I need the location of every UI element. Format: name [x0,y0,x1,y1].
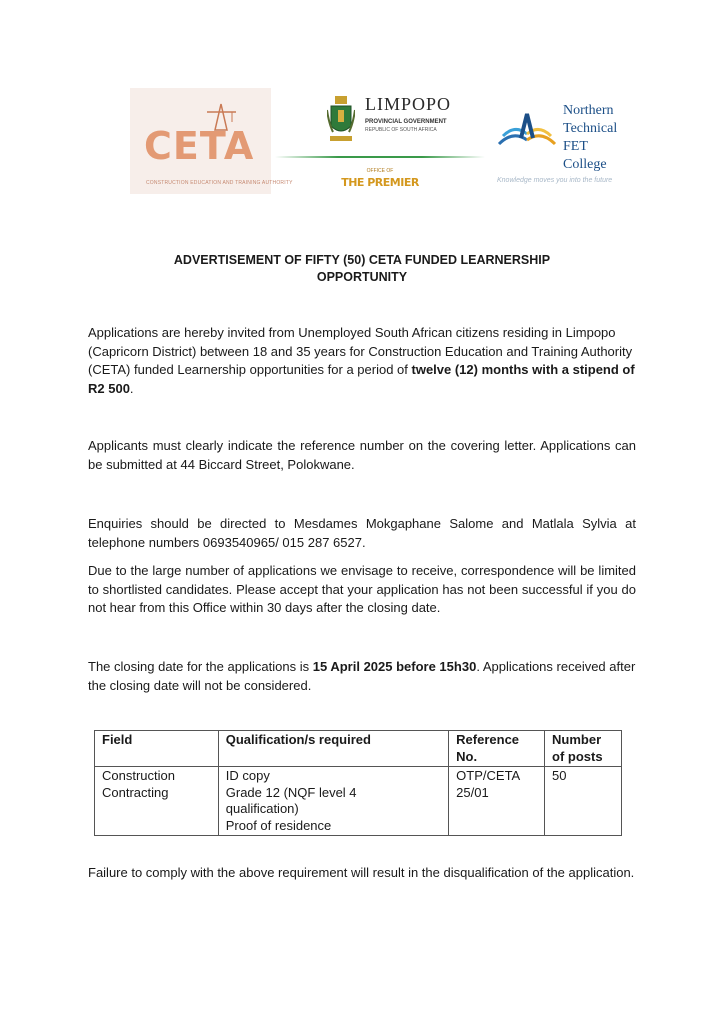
premier-label: THE PREMIER [341,176,419,189]
qualification-line: qualification) [225,801,299,816]
submission-paragraph: Applicants must clearly indicate the reference number on the covering letter. Applications can be submitted at 44 Biccard Street, Polokwane. [88,438,636,472]
correspondence-paragraph: Due to the large number of applications we envisage to receive, correspondence will be limited to shortlisted candidates. Please accept that your application has not been successful if you do not hear from this Office within 30 days after the closing date. [88,563,636,615]
coat-of-arms-icon [327,94,355,144]
header-field: Field [95,731,219,767]
closing-date-paragraph [88,658,636,695]
requirements-table [94,730,622,836]
limpopo-divider [275,156,485,158]
header-logos [130,86,630,201]
table-header-row [95,731,622,767]
title-line-1: ADVERTISEMENT OF FIFTY (50) CETA FUNDED LEARNERSHIP [173,253,551,267]
closing-date-highlight: 15 April 2025 before 15h30 [312,659,477,674]
ceta-logo [130,88,293,194]
college-tagline: Knowledge moves you into the future [497,177,613,184]
limpopo-title: LIMPOPO [365,94,452,114]
header-reference: Reference No. [449,731,545,767]
qualification-line: ID copy [225,768,270,783]
limpopo-subtitle: PROVINCIAL GOVERNMENT [365,119,447,125]
college-name-line: Northern [563,103,614,118]
limpopo-logo [275,86,485,201]
header-qualifications: Qualification/s required [218,731,448,767]
reference-line: OTP/CETA [456,768,521,783]
cell-qualifications [218,767,448,836]
limpopo-country: REPUBLIC OF SOUTH AFRICA [365,127,437,133]
header-posts: Number of posts [545,731,622,767]
cell-reference [449,767,545,836]
intro-paragraph [88,324,636,398]
field-line: Construction [102,768,175,783]
cell-posts: 50 [545,767,622,836]
intro-end: . [129,380,134,396]
ceta-tagline: CONSTRUCTION EDUCATION AND TRAINING AUTHORITY [146,180,293,186]
college-logo [497,98,630,198]
ceta-wordmark: CETA [144,124,255,168]
closing-end: . Applications received after the closing date will not be considered. [88,659,636,693]
college-book-icon [497,110,557,150]
college-name-line: FET College [563,139,607,172]
disqualification-paragraph: Failure to comply with the above requirement will result in the disqualification of the application. [88,865,635,880]
qualification-line: Grade 12 (NQF level 4 [225,784,357,800]
page-title [84,252,640,286]
college-name [563,102,630,174]
qualification-line: Proof of residence [225,817,332,833]
closing-text: The closing date for the applications is [88,659,313,674]
intro-text: Applications are hereby invited from Unemployed South African citizens residing in Limpopo (Capricorn District) between 18 and 35 years for Construction Education and Training Authority (CETA) funded Learnership opportunities for a period of [88,325,633,377]
office-of-label: OFFICE OF [366,168,394,174]
field-line: Contracting [102,784,169,800]
stipend-highlight: twelve (12) months with a stipend of R2 500 [88,362,635,396]
title-line-2: OPPORTUNITY [316,270,408,284]
table-row [95,767,622,836]
cell-field [95,767,219,836]
enquiries-paragraph: Enquiries should be directed to Mesdames Mokgaphane Salome and Matlala Sylvia at telephone numbers 0693540965/ 015 287 6527. [88,516,636,550]
reference-line: 25/01 [456,784,489,800]
college-name-line: Technical [563,121,618,136]
